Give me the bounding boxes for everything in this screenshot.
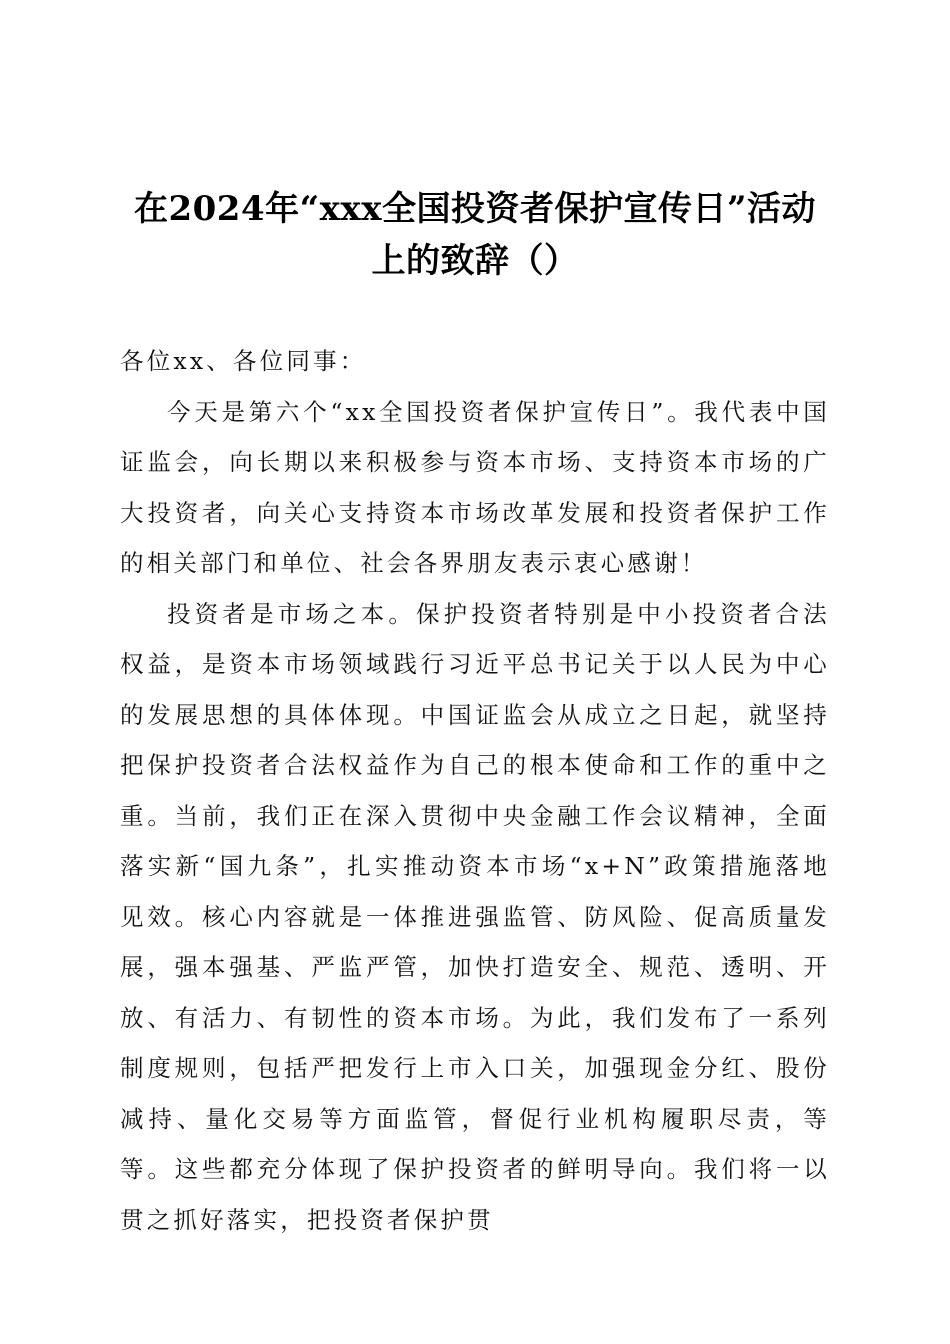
greeting: 各位xx、各位同事：: [120, 347, 367, 375]
document-title: [100, 183, 850, 287]
document-body: [120, 336, 830, 1245]
title-line-2: 上的致辞（）: [371, 241, 579, 281]
paragraph-1: 今天是第六个“xx全国投资者保护宣传日”。我代表中国证监会，向长期以来积极参与资本市场、支持资本市场的广大投资者，向关心支持资本市场改革发展和投资者保护工作的相关部门和单位、社会各界朋友表示衷心感谢！: [120, 397, 830, 577]
title-line-1: 在2024年“xxx全国投资者保护宣传日”活动: [133, 189, 817, 229]
paragraph-2: 投资者是市场之本。保护投资者特别是中小投资者合法权益，是资本市场领域践行习近平总书记关于以人民为中心的发展思想的具体体现。中国证监会从成立之日起，就坚持把保护投资者合法权益作为自己的根本使命和工作的重中之重。当前，我们正在深入贯彻中央金融工作会议精神，全面落实新“国九条”，扎实推动资本市场“x+N”政策措施落地见效。核心内容就是一体推进强监管、防风险、促高质量发展，强本强基、严监严管，加快打造安全、规范、透明、开放、有活力、有韧性的资本市场。为此，我们发布了一系列制度规则，包括严把发行上市入口关，加强现金分红、股份减持、量化交易等方面监管，督促行业机构履职尽责，等等。这些都充分体现了保护投资者的鲜明导向。我们将一以贯之抓好落实，把投资者保护贯: [120, 599, 830, 1234]
